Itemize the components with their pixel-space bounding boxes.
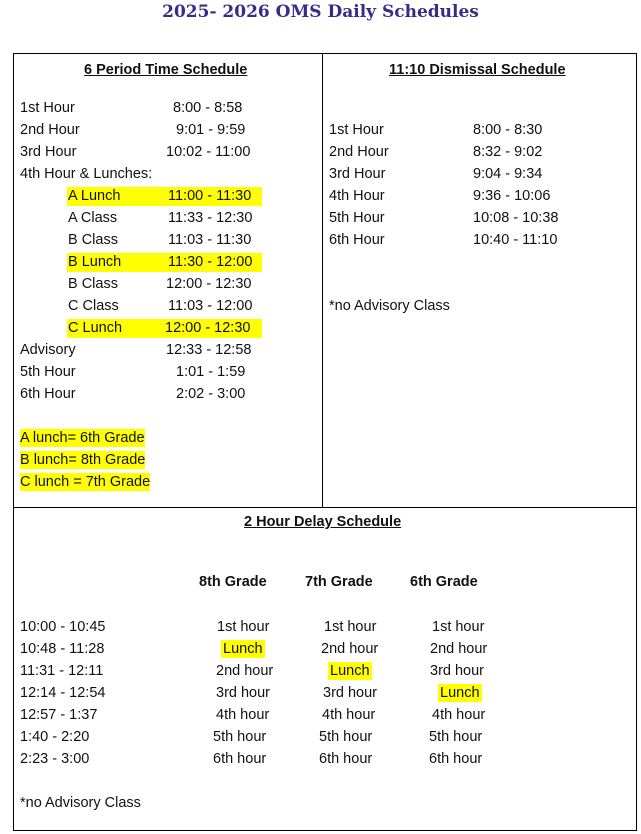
delay-cell: 3rd hour [430,663,485,679]
delay-time: 1:40 - 2:20 [20,729,90,745]
delay-column-6th: 6th Grade [410,574,478,590]
delay-time: 12:14 - 12:54 [20,685,106,701]
delay-cell: 2nd hour [321,641,379,657]
delay-cell: 5th hour [319,729,373,745]
delay-time: 11:31 - 12:11 [20,663,104,679]
delay-cell: 1st hour [432,619,485,635]
six-period-label: 5th Hour [20,364,76,380]
six-period-label: A Class [68,210,118,226]
dismissal-time: 8:00 - 8:30 [473,122,543,138]
six-period-time: 12:33 - 12:58 [166,342,252,358]
delay-cell: 4th hour [432,707,486,723]
delay-cell: 6th hour [429,751,483,767]
six-period-time: 11:33 - 12:30 [168,210,253,226]
delay-cell: 1st hour [217,619,270,635]
six-period-label: 1st Hour [20,100,75,116]
six-period-label: B Lunch [68,254,122,270]
six-period-time: 11:03 - 12:00 [168,298,253,314]
row-divider [13,507,637,508]
delay-cell-lunch: Lunch [330,663,370,679]
delay-time: 2:23 - 3:00 [20,751,90,767]
delay-cell: 3rd hour [323,685,378,701]
six-period-label: C Class [68,298,119,314]
lunch-note: B lunch= 8th Grade [20,452,146,468]
six-period-label: 6th Hour [20,386,76,402]
six-period-time: 9:01 - 9:59 [176,122,246,138]
six-period-label: B Class [68,232,118,248]
delay-note: *no Advisory Class [20,795,141,811]
lunch-note: C lunch = 7th Grade [20,474,151,490]
six-period-label: 4th Hour & Lunches: [20,166,153,182]
dismissal-label: 3rd Hour [329,166,386,182]
six-period-label: Advisory [20,342,76,358]
dismissal-time: 10:40 - 11:10 [473,232,558,248]
dismissal-heading: 11:10 Dismissal Schedule [389,62,566,78]
delay-cell: 5th hour [213,729,267,745]
dismissal-time: 9:36 - 10:06 [473,188,551,204]
delay-time: 10:00 - 10:45 [20,619,106,635]
dismissal-time: 8:32 - 9:02 [473,144,543,160]
delay-cell: 4th hour [322,707,376,723]
dismissal-time: 10:08 - 10:38 [473,210,559,226]
dismissal-time: 9:04 - 9:34 [473,166,543,182]
six-period-label: 2nd Hour [20,122,80,138]
delay-time: 12:57 - 1:37 [20,707,98,723]
column-divider [322,53,323,508]
delay-cell: 3rd hour [216,685,271,701]
six-period-label: B Class [68,276,118,292]
dismissal-label: 6th Hour [329,232,385,248]
delay-column-8th: 8th Grade [199,574,267,590]
six-period-heading: 6 Period Time Schedule [84,62,248,78]
six-period-time: 8:00 - 8:58 [173,100,243,116]
six-period-time: 12:00 - 12:30 [166,276,252,292]
six-period-label: A Lunch [68,188,121,204]
dismissal-label: 1st Hour [329,122,384,138]
lunch-note: A lunch= 6th Grade [20,430,145,446]
dismissal-note: *no Advisory Class [329,298,450,314]
dismissal-label: 4th Hour [329,188,385,204]
six-period-time: 11:30 - 12:00 [168,254,253,270]
six-period-time: 11:03 - 11:30 [168,232,252,248]
delay-time: 10:48 - 11:28 [20,641,105,657]
dismissal-label: 2nd Hour [329,144,389,160]
six-period-label: 3rd Hour [20,144,77,160]
delay-cell: 1st hour [324,619,377,635]
six-period-time: 1:01 - 1:59 [176,364,246,380]
delay-column-7th: 7th Grade [305,574,373,590]
delay-cell: 2nd hour [216,663,274,679]
six-period-time: 11:00 - 11:30 [168,188,252,204]
six-period-time: 10:02 - 11:00 [166,144,251,160]
delay-cell: 5th hour [429,729,483,745]
delay-cell: 4th hour [216,707,270,723]
delay-heading: 2 Hour Delay Schedule [244,514,402,530]
six-period-label: C Lunch [68,320,123,336]
six-period-time: 2:02 - 3:00 [176,386,246,402]
delay-cell-lunch: Lunch [223,641,263,657]
delay-cell-lunch: Lunch [440,685,480,701]
dismissal-label: 5th Hour [329,210,385,226]
delay-cell: 6th hour [213,751,267,767]
delay-cell: 2nd hour [430,641,488,657]
delay-cell: 6th hour [319,751,373,767]
six-period-time: 12:00 - 12:30 [165,320,251,336]
page-title: 2025- 2026 OMS Daily Schedules [162,2,479,22]
